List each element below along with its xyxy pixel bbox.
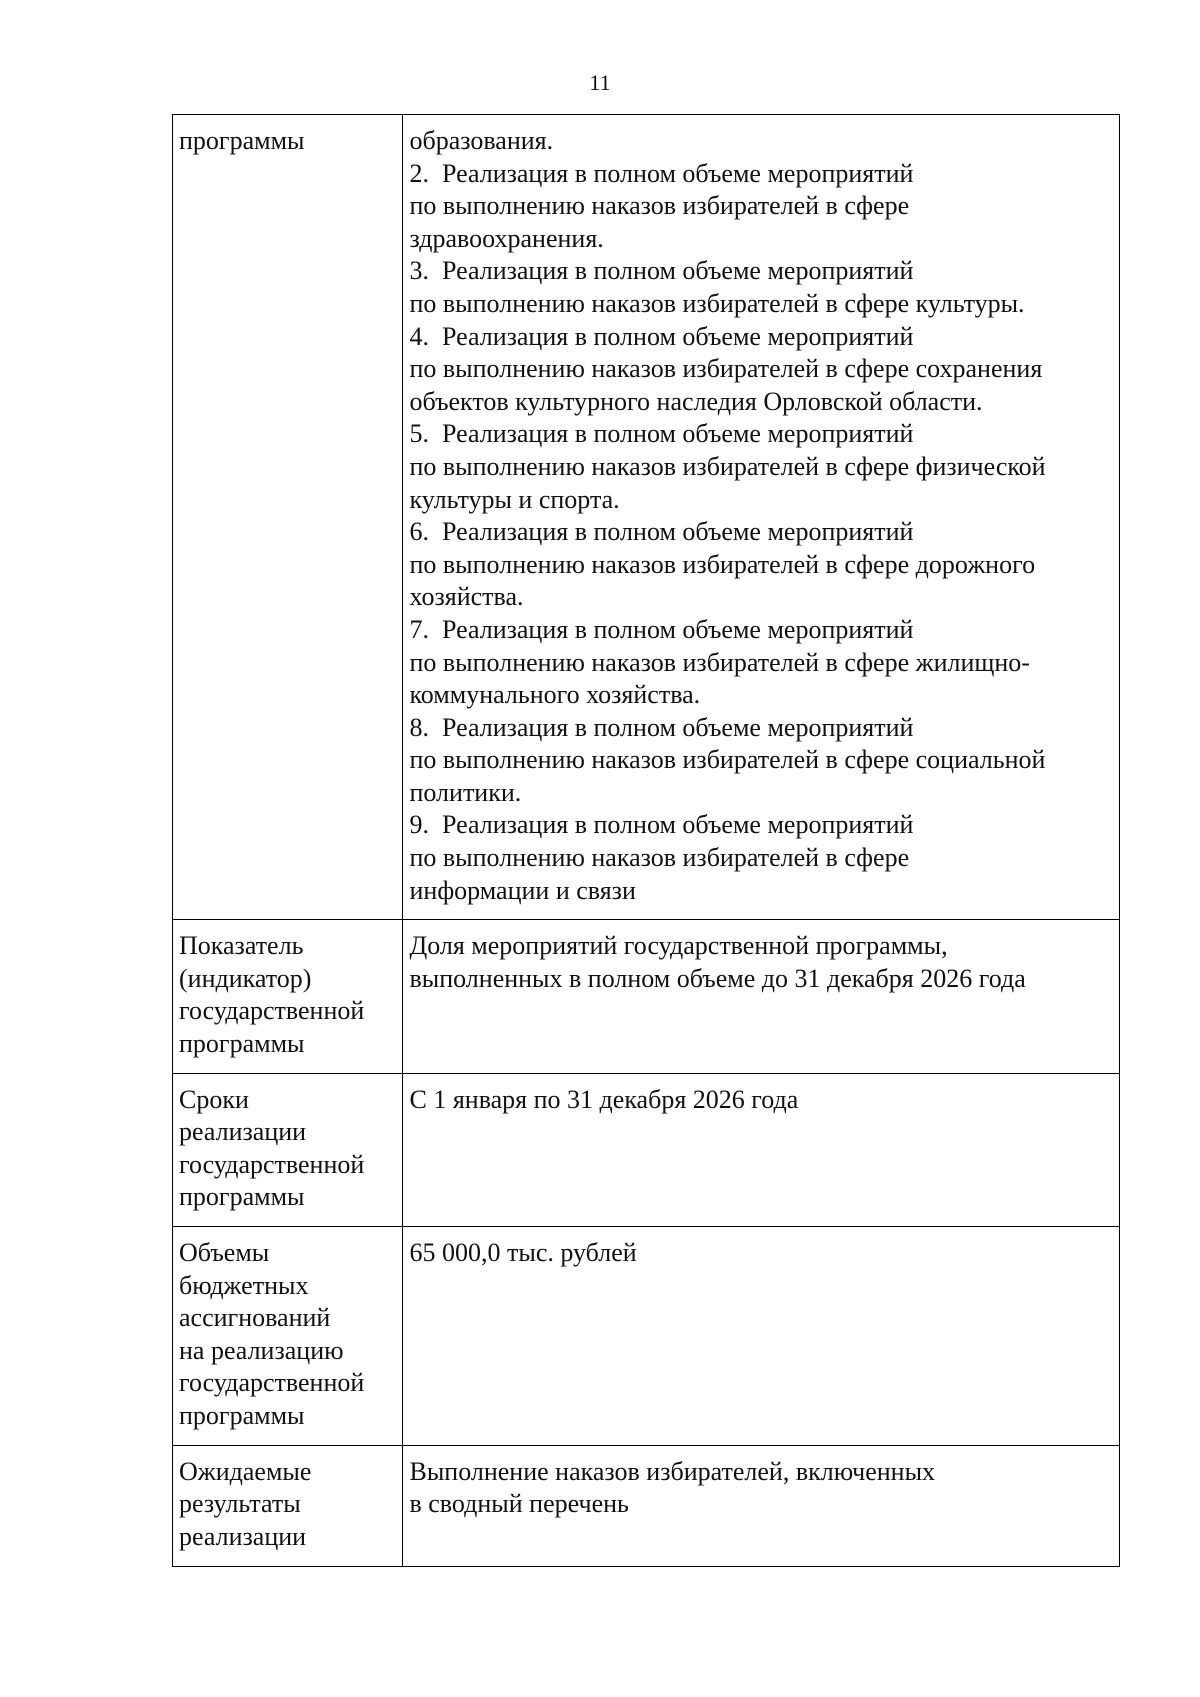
- value-line: в сводный перечень: [409, 1489, 629, 1519]
- row-value-cell: [403, 1445, 1120, 1566]
- value-line: С 1 января по 31 декабря 2026 года: [409, 1084, 799, 1114]
- value-line: 8. Реализация в полном объеме мероприятий: [409, 712, 914, 742]
- table-row-timeframe: [173, 1073, 1120, 1226]
- row-label-cell: [173, 1227, 403, 1446]
- value-line: 3. Реализация в полном объеме мероприятий: [409, 256, 914, 286]
- label-line: программы: [179, 1029, 305, 1059]
- row-value-cell: [403, 1227, 1120, 1446]
- value-line: по выполнению наказов избирателей в сфере социальной: [409, 745, 1046, 775]
- label-line: программы: [179, 1182, 305, 1212]
- label-line: на реализацию: [179, 1335, 344, 1365]
- value-line: 2. Реализация в полном объеме мероприятий: [409, 158, 914, 188]
- label-line: государственной: [179, 996, 365, 1026]
- value-line: по выполнению наказов избирателей в сфере жилищно-: [409, 647, 1030, 677]
- value-line: образования.: [409, 126, 554, 155]
- label-line: Объемы: [179, 1238, 270, 1267]
- row-label-cell: [173, 920, 403, 1073]
- program-passport-table: [172, 114, 1120, 1567]
- label-line: реализации: [179, 1521, 307, 1551]
- label-line: программы: [179, 126, 305, 155]
- row-value-cell: [403, 1073, 1120, 1226]
- row-value-cell: [403, 920, 1120, 1073]
- value-line: 9. Реализация в полном объеме мероприятий: [409, 810, 914, 840]
- value-line: здравоохранения.: [409, 223, 604, 253]
- row-label-cell: [173, 1445, 403, 1566]
- value-line: коммунального хозяйства.: [409, 680, 701, 710]
- label-line: результаты: [179, 1489, 301, 1519]
- label-line: программы: [179, 1400, 305, 1430]
- label-line: Сроки: [179, 1084, 249, 1114]
- label-line: Показатель: [179, 931, 304, 961]
- row-label-cell: [173, 1073, 403, 1226]
- value-line: культуры и спорта.: [409, 484, 620, 514]
- value-line: хозяйства.: [409, 582, 524, 612]
- value-line: 65 000,0 тыс. рублей: [409, 1238, 637, 1267]
- value-line: выполненных в полном объеме до 31 декабря 2026 года: [409, 963, 1026, 993]
- table-row-expected-results: [173, 1445, 1120, 1566]
- value-line: по выполнению наказов избирателей в сфере: [409, 191, 910, 221]
- page-number: 11: [589, 70, 611, 95]
- value-line: по выполнению наказов избирателей в сфере: [409, 843, 910, 873]
- value-line: по выполнению наказов избирателей в сфере дорожного: [409, 549, 1036, 579]
- label-line: реализации: [179, 1117, 307, 1147]
- label-line: государственной: [179, 1149, 365, 1179]
- value-line: информации и связи: [409, 875, 636, 905]
- label-line: (индикатор): [179, 963, 312, 993]
- value-line: по выполнению наказов избирателей в сфере физической: [409, 451, 1046, 481]
- table-row-program-goals: [173, 115, 1120, 920]
- value-line: по выполнению наказов избирателей в сфере сохранения: [409, 354, 1043, 384]
- label-line: бюджетных: [179, 1270, 309, 1300]
- value-line: Выполнение наказов избирателей, включенных: [409, 1456, 936, 1486]
- value-line: 7. Реализация в полном объеме мероприятий: [409, 614, 914, 644]
- value-line: объектов культурного наследия Орловской области.: [409, 386, 983, 416]
- value-line: политики.: [409, 777, 522, 807]
- label-line: государственной: [179, 1368, 365, 1398]
- label-line: ассигнований: [179, 1303, 331, 1333]
- value-line: 4. Реализация в полном объеме мероприятий: [409, 321, 914, 351]
- table-row-indicator: [173, 920, 1120, 1073]
- value-line: 6. Реализация в полном объеме мероприятий: [409, 517, 914, 547]
- row-value-cell: [403, 115, 1120, 920]
- value-line: Доля мероприятий государственной программы,: [409, 931, 948, 961]
- value-line: 5. Реализация в полном объеме мероприятий: [409, 419, 914, 449]
- table-row-budget: [173, 1227, 1120, 1446]
- row-label-cell: [173, 115, 403, 920]
- label-line: Ожидаемые: [179, 1456, 312, 1486]
- value-line: по выполнению наказов избирателей в сфере культуры.: [409, 288, 1025, 318]
